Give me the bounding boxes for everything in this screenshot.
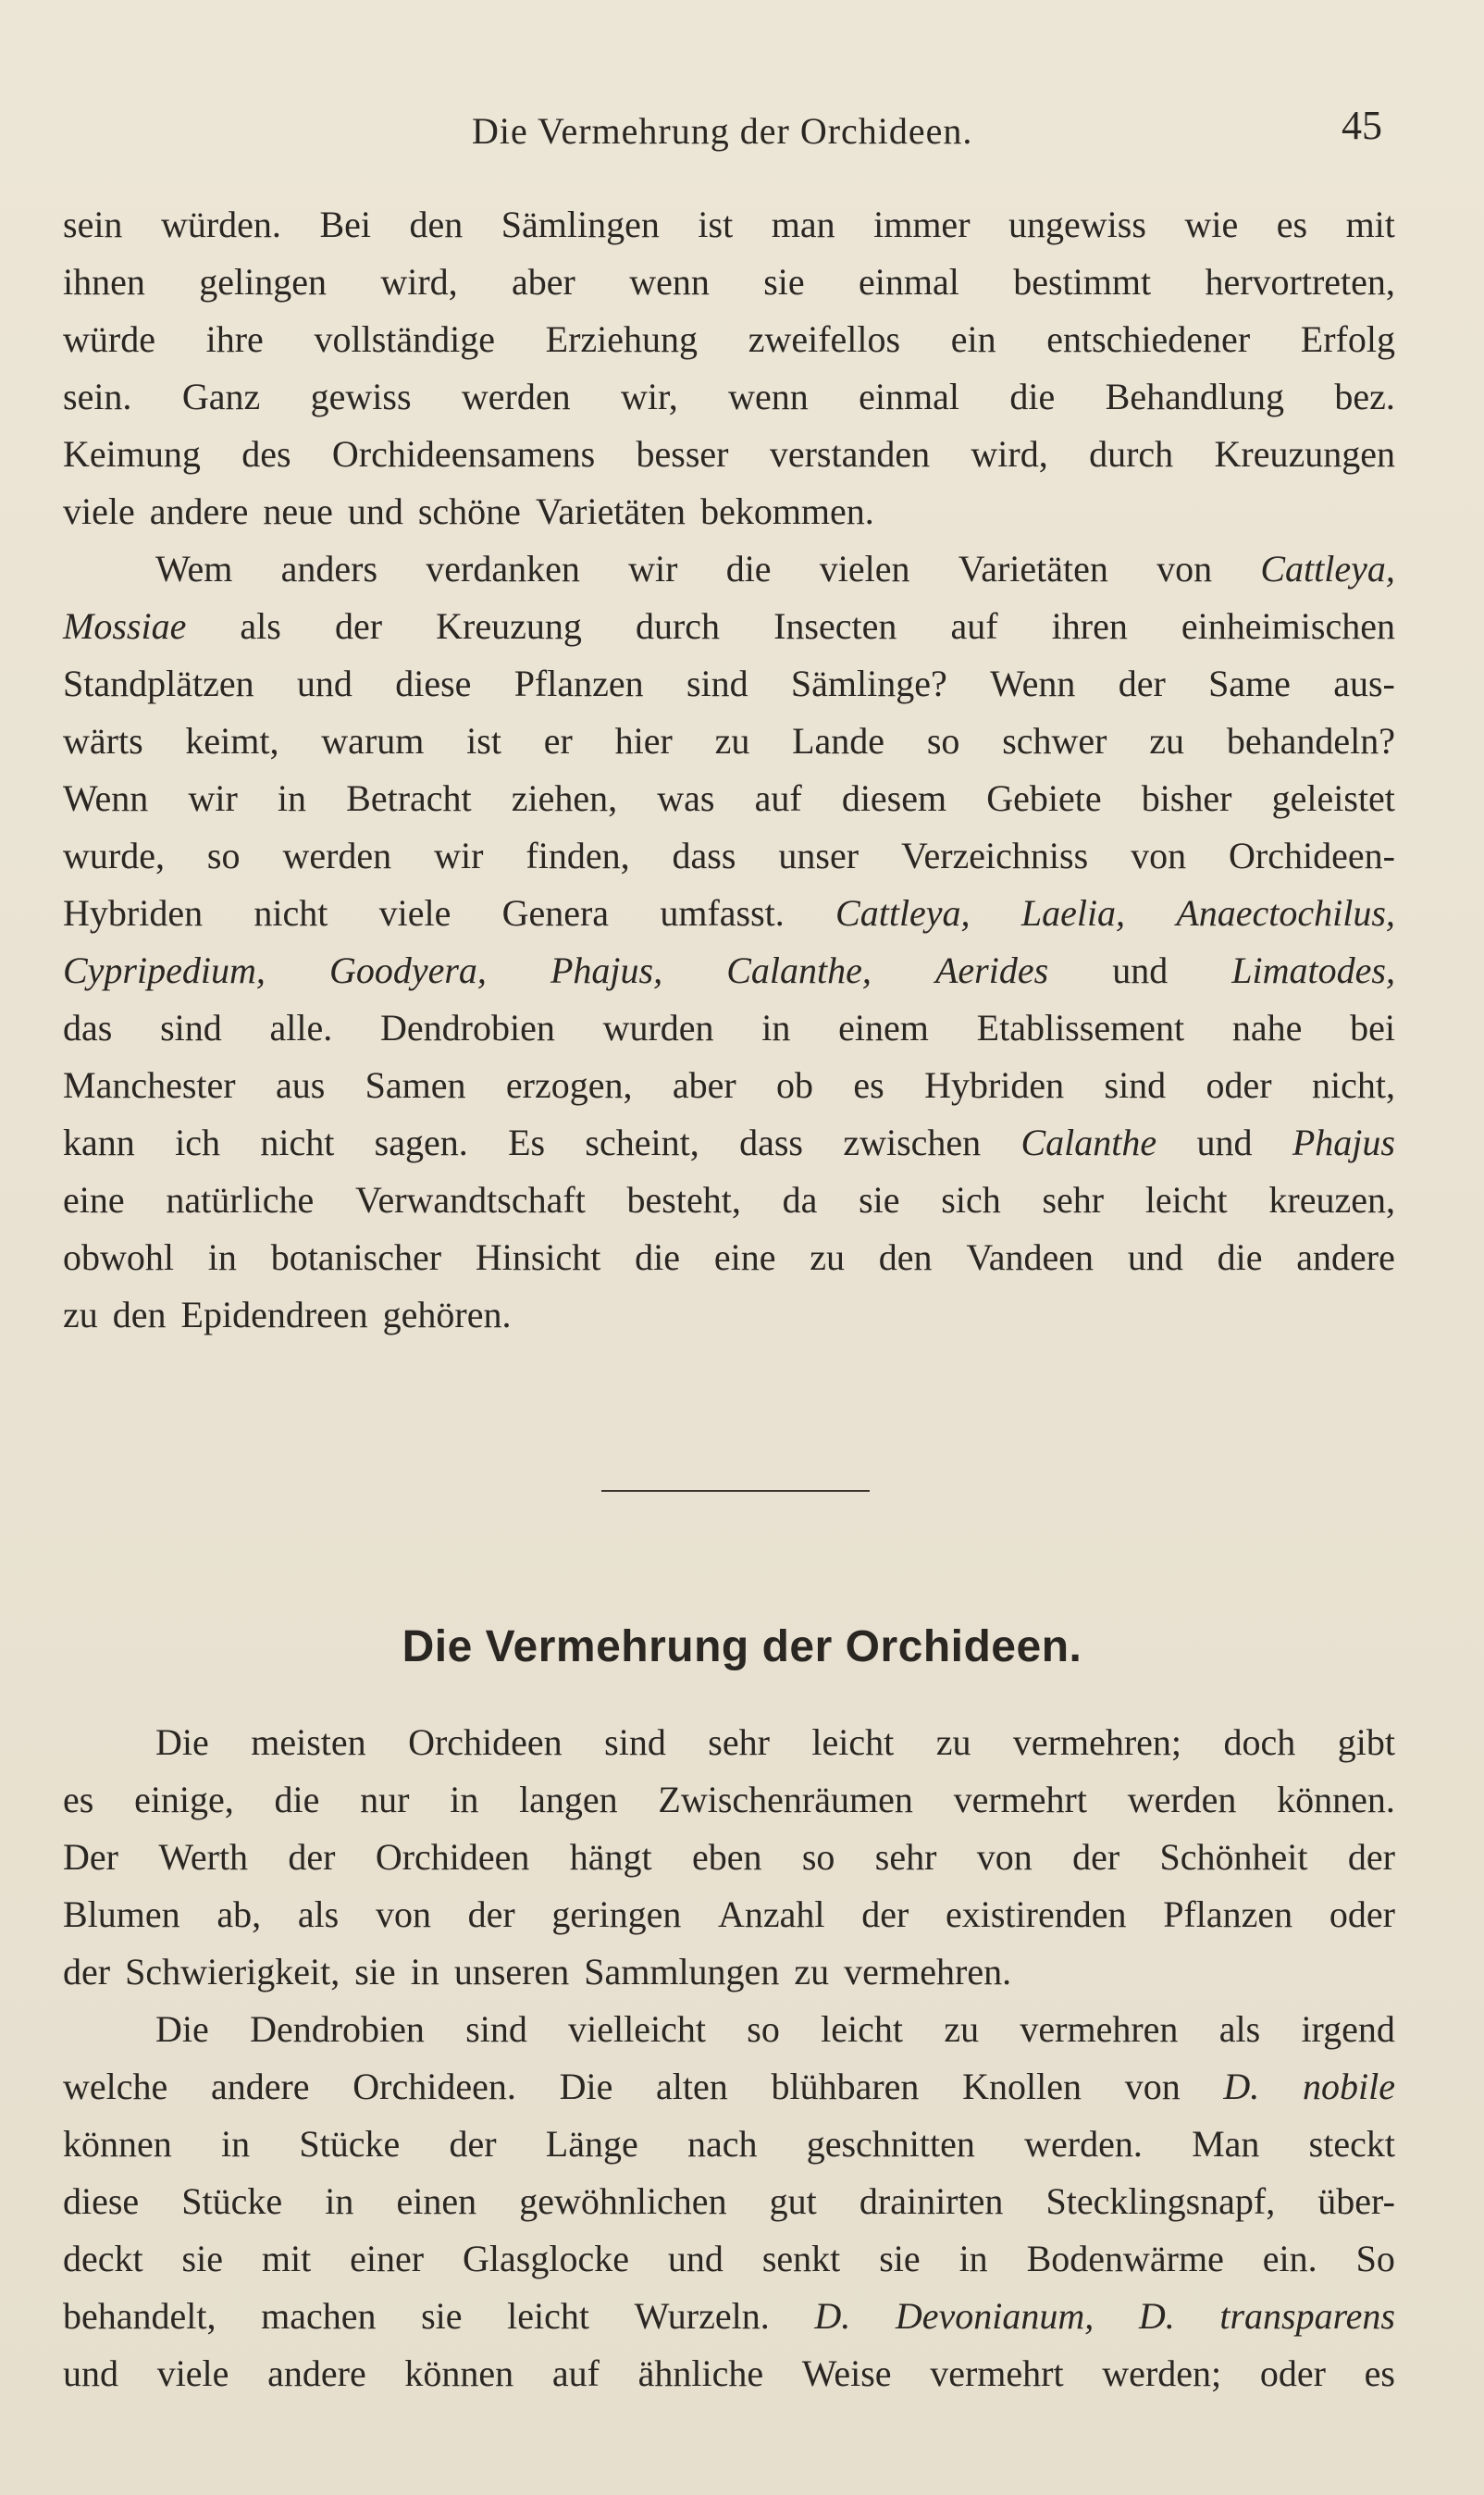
- text-line: Standplätzen und diese Pflanzen sind Sämlinge? Wenn der Same aus-: [63, 663, 1395, 704]
- text-line: eine natürliche Verwandtschaft besteht, da sie sich sehr leicht kreuzen,: [63, 1179, 1395, 1221]
- section-divider: [601, 1490, 870, 1492]
- text-line: der Schwierigkeit, sie in unseren Sammlungen zu vermehren.: [63, 1951, 1012, 1992]
- text-line: Hybriden nicht viele Genera umfasst. Cattleya, Laelia, Anaectochilus,: [63, 892, 1395, 934]
- section-heading: Die Vermehrung der Orchideen.: [402, 1622, 1082, 1671]
- text-line: Wem anders verdanken wir die vielen Varietäten von Cattleya,: [155, 548, 1395, 590]
- text-line: Die Dendrobien sind vielleicht so leicht zu vermehren als irgend: [155, 2008, 1395, 2050]
- text-line: Wenn wir in Betracht ziehen, was auf diesem Gebiete bisher geleistet: [63, 777, 1395, 819]
- text-line: wurde, so werden wir finden, dass unser Verzeichniss von Orchideen-: [63, 835, 1395, 876]
- text-line: würde ihre vollständige Erziehung zweifellos ein entschiedener Erfolg: [63, 318, 1395, 360]
- text-line: sein. Ganz gewiss werden wir, wenn einmal die Behandlung bez.: [63, 376, 1395, 417]
- text-line: obwohl in botanischer Hinsicht die eine zu den Vandeen und die andere: [63, 1236, 1395, 1278]
- text-line: Keimung des Orchideensamens besser verstanden wird, durch Kreuzungen: [63, 433, 1395, 475]
- text-line: das sind alle. Dendrobien wurden in einem Etablissement nahe bei: [63, 1007, 1395, 1049]
- text-line: deckt sie mit einer Glasglocke und senkt sie in Bodenwärme ein. So: [63, 2238, 1395, 2279]
- running-title: Die Vermehrung der Orchideen.: [472, 110, 973, 152]
- text-block-bottom: [63, 1714, 1395, 2402]
- text-line: Blumen ab, als von der geringen Anzahl der existirenden Pflanzen oder: [63, 1893, 1395, 1935]
- text-line: behandelt, machen sie leicht Wurzeln. D. Devonianum, D. transparens: [63, 2295, 1395, 2337]
- running-head: [0, 102, 1484, 157]
- page-number: 45: [1342, 103, 1382, 148]
- text-line: und viele andere können auf ähnliche Weise vermehrt werden; oder es: [63, 2352, 1395, 2394]
- text-line: diese Stücke in einen gewöhnlichen gut drainirten Stecklingsnapf, über-: [63, 2180, 1395, 2222]
- text-line: es einige, die nur in langen Zwischenräumen vermehrt werden können.: [63, 1779, 1395, 1820]
- text-line: viele andere neue und schöne Varietäten bekommen.: [63, 490, 874, 532]
- text-line: Die meisten Orchideen sind sehr leicht zu vermehren; doch gibt: [155, 1721, 1395, 1763]
- text-line: Mossiae als der Kreuzung durch Insecten auf ihren einheimischen: [63, 605, 1395, 647]
- text-block-top: [63, 196, 1395, 1344]
- text-line: ihnen gelingen wird, aber wenn sie einmal bestimmt hervortreten,: [63, 261, 1395, 303]
- text-line: sein würden. Bei den Sämlingen ist man immer ungewiss wie es mit: [63, 204, 1395, 245]
- text-line: Cypripedium, Goodyera, Phajus, Calanthe, Aerides und Limatodes,: [63, 950, 1395, 991]
- text-line: können in Stücke der Länge nach geschnitten werden. Man steckt: [63, 2123, 1395, 2165]
- text-line: Manchester aus Samen erzogen, aber ob es Hybriden sind oder nicht,: [63, 1064, 1395, 1106]
- text-line: Der Werth der Orchideen hängt eben so sehr von der Schönheit der: [63, 1836, 1395, 1878]
- text-line: kann ich nicht sagen. Es scheint, dass zwischen Calanthe und Phajus: [63, 1122, 1395, 1163]
- text-line: welche andere Orchideen. Die alten blühbaren Knollen von D. nobile: [63, 2066, 1395, 2107]
- text-line: wärts keimt, warum ist er hier zu Lande so schwer zu behandeln?: [63, 720, 1395, 762]
- text-line: zu den Epidendreen gehören.: [63, 1294, 512, 1335]
